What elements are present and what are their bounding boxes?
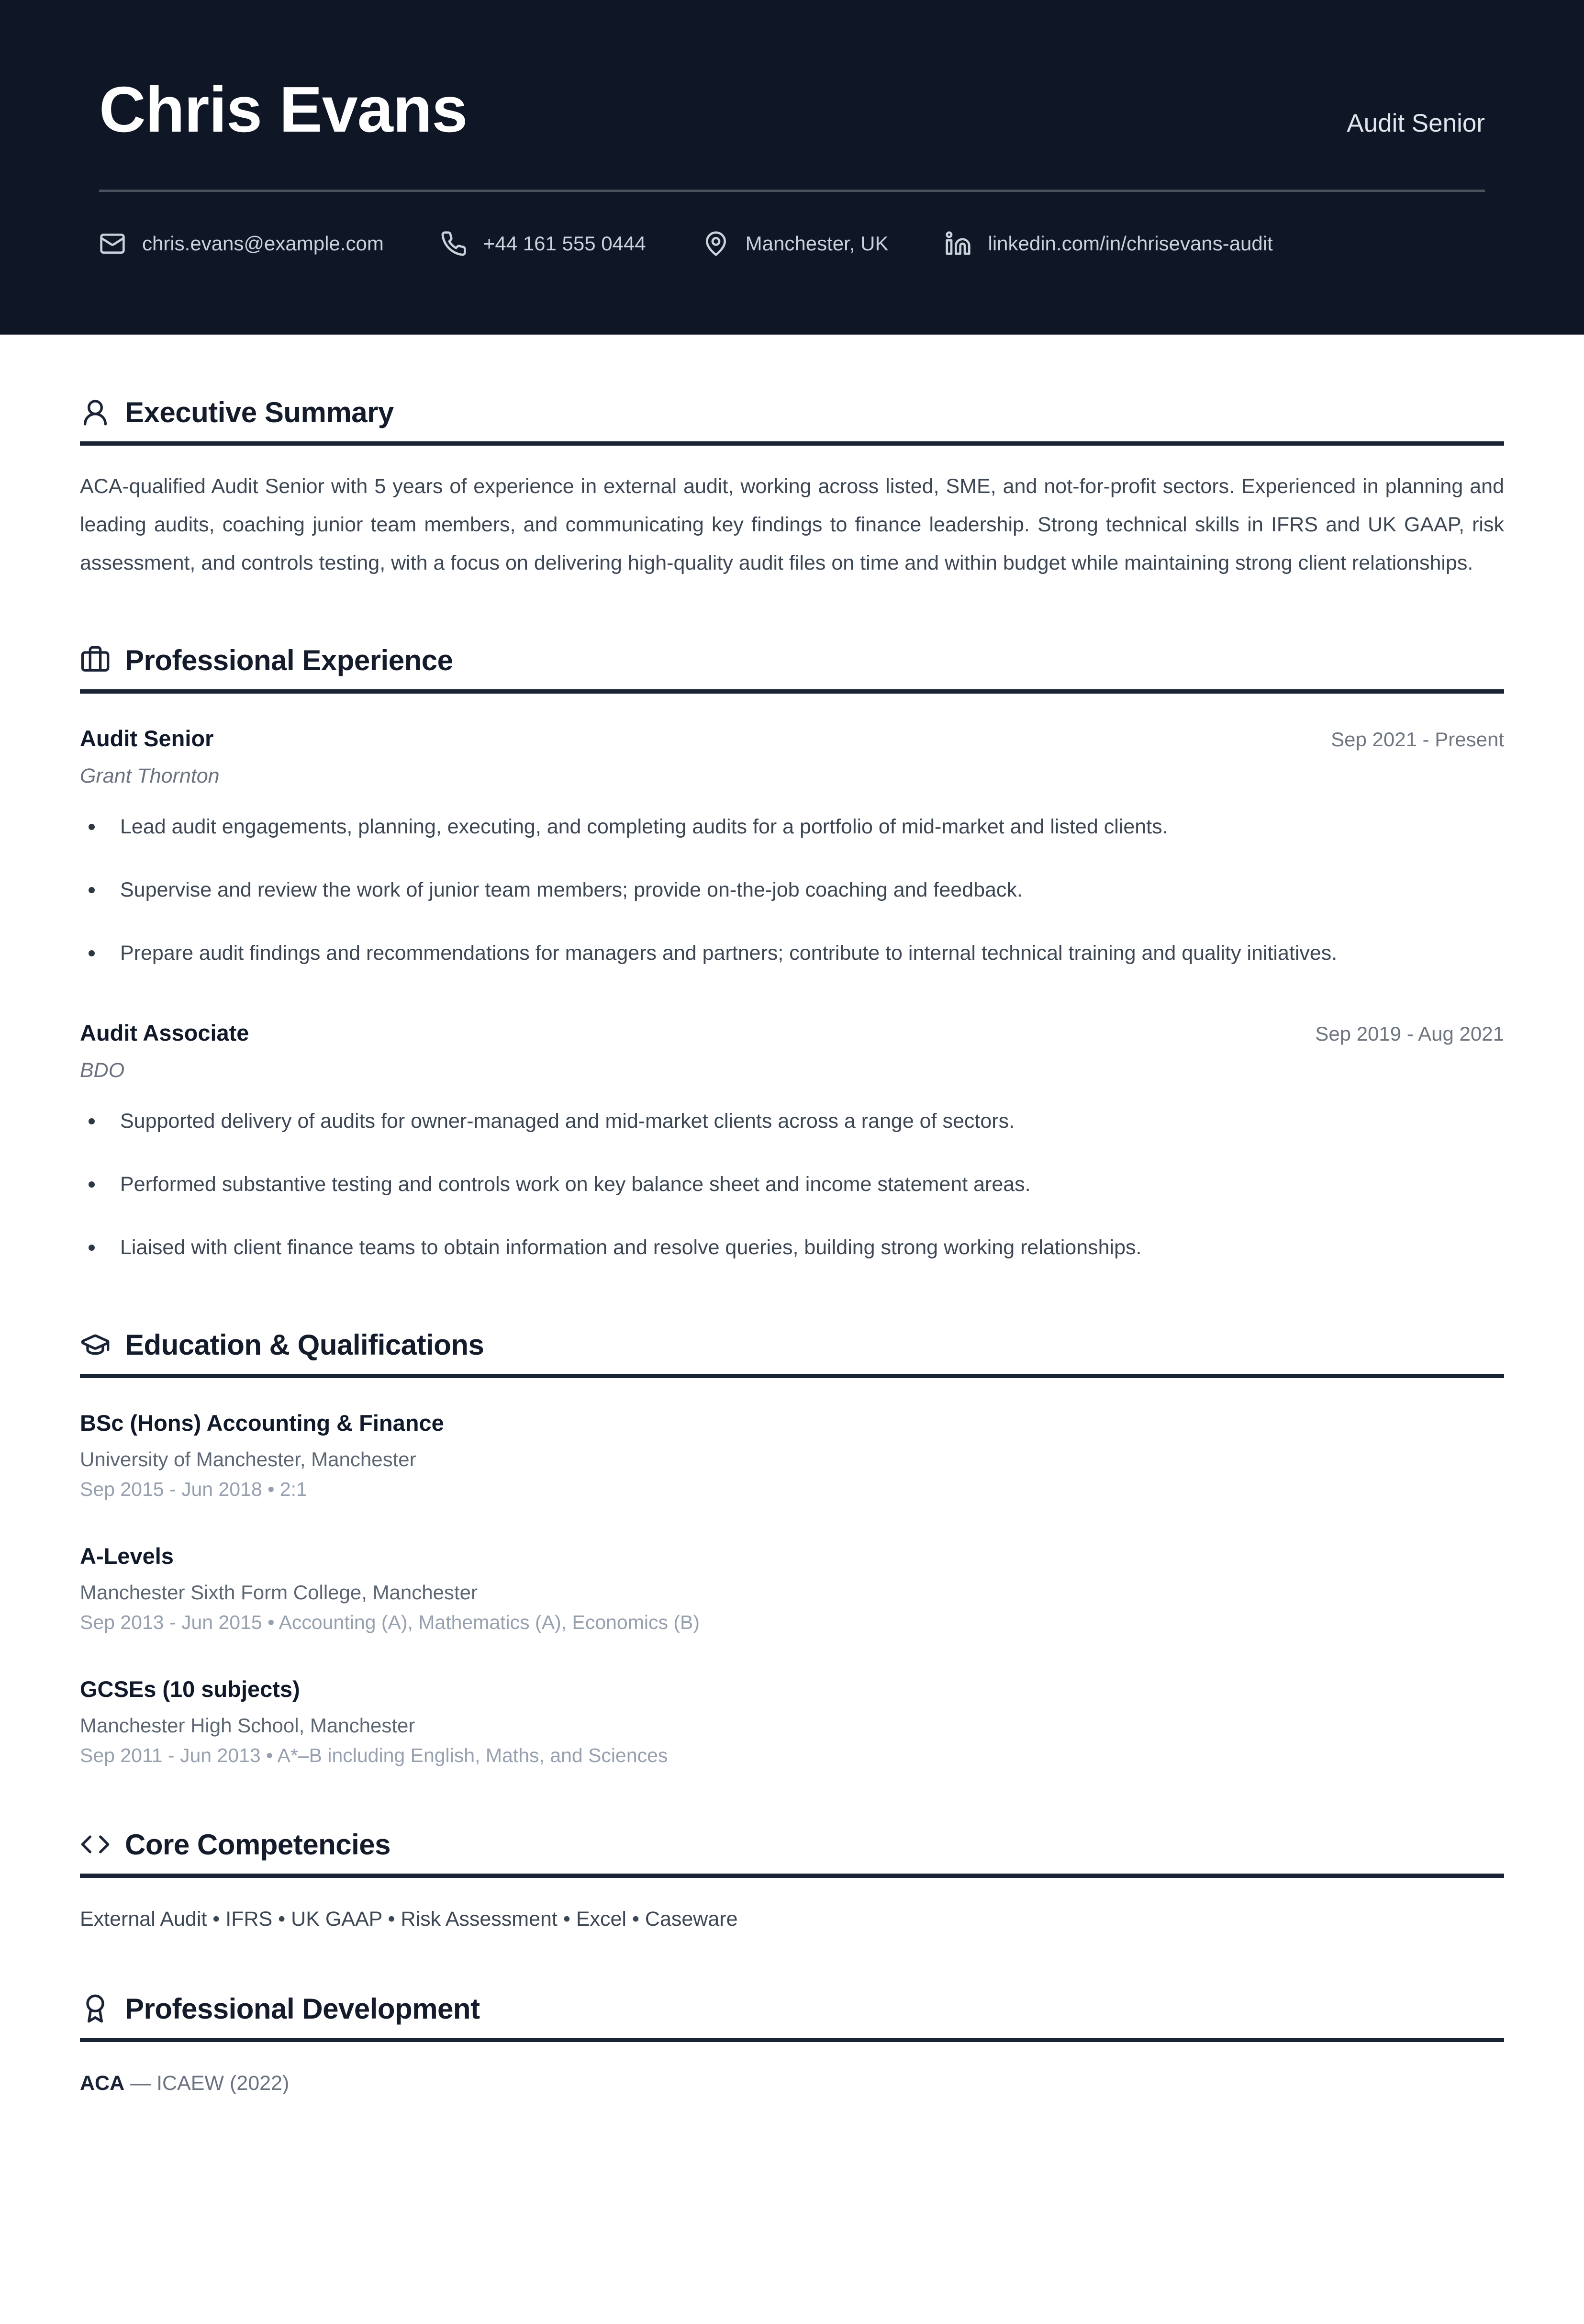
job-dates: Sep 2019 - Aug 2021 [1315, 1022, 1504, 1045]
job-bullet: Supervise and review the work of junior team members; provide on-the-job coaching and feedback. [80, 871, 1504, 909]
briefcase-icon [80, 645, 111, 675]
job-dates: Sep 2021 - Present [1331, 728, 1504, 751]
job-header-row [80, 725, 1504, 752]
job-entry [80, 725, 1504, 973]
education-details: Sep 2015 - Jun 2018 • 2:1 [80, 1478, 307, 1500]
contact-item-location [703, 230, 889, 257]
section-heading-row [80, 396, 1504, 429]
section-title: Core Competencies [125, 1828, 390, 1861]
contact-item-linkedin [945, 230, 1272, 257]
section-heading-row [80, 1828, 1504, 1861]
mail-icon [99, 230, 126, 257]
section-heading-row [80, 1328, 1504, 1361]
degree-title: A-Levels [80, 1543, 174, 1569]
section-underline [80, 689, 1504, 694]
user-icon [80, 397, 111, 428]
education-entry [80, 1543, 1504, 1634]
resume-body [0, 396, 1584, 2210]
job-bullet: Lead audit engagements, planning, executing, and completing audits for a portfolio of mid-market and listed clients. [80, 808, 1504, 846]
section-underline [80, 441, 1504, 446]
education-details: Sep 2013 - Jun 2015 • Accounting (A), Mathematics (A), Economics (B) [80, 1611, 700, 1633]
school-name: Manchester High School, Manchester [80, 1714, 415, 1737]
contact-linkedin-text: linkedin.com/in/chrisevans-audit [988, 232, 1273, 255]
person-name: Chris Evans [99, 73, 468, 146]
section-executive-summary [80, 396, 1504, 583]
education-details: Sep 2011 - Jun 2013 • A*–B including English, Maths, and Sciences [80, 1744, 668, 1766]
section-title: Professional Experience [125, 644, 453, 676]
section-professional-development [80, 1992, 1504, 2095]
contact-item-email [99, 230, 384, 257]
job-bullet-list [80, 808, 1504, 973]
section-professional-experience [80, 644, 1504, 1267]
certification-name: ACA [80, 2071, 125, 2095]
contact-email-text: chris.evans@example.com [142, 232, 384, 255]
header-divider [99, 190, 1485, 192]
education-entry [80, 1410, 1504, 1501]
graduation-cap-icon [80, 1329, 111, 1360]
section-heading-row [80, 1992, 1504, 2025]
section-heading-row [80, 644, 1504, 677]
degree-title: GCSEs (10 subjects) [80, 1676, 300, 1702]
school-name: University of Manchester, Manchester [80, 1448, 416, 1471]
section-underline [80, 1374, 1504, 1378]
contact-phone-text: +44 161 555 0444 [483, 232, 646, 255]
award-icon [80, 1993, 111, 2024]
job-bullet: Liaised with client finance teams to obtain information and resolve queries, building strong working relationships. [80, 1229, 1504, 1267]
contact-item-phone [440, 230, 646, 257]
job-header-row [80, 1020, 1504, 1046]
job-title: Audit Associate [80, 1020, 249, 1045]
job-bullet: Supported delivery of audits for owner-managed and mid-market clients across a range of sectors. [80, 1102, 1504, 1141]
job-bullet-list [80, 1102, 1504, 1267]
header-top [99, 0, 1485, 144]
competencies-list: External Audit • IFRS • UK GAAP • Risk Assessment • Excel • Caseware [80, 1907, 738, 1931]
degree-title: BSc (Hons) Accounting & Finance [80, 1410, 444, 1436]
school-name: Manchester Sixth Form College, Manchester [80, 1581, 478, 1604]
person-job-title: Audit Senior [1347, 109, 1485, 137]
summary-paragraph: ACA-qualified Audit Senior with 5 years of experience in external audit, working across listed, SME, and not-for-profit sectors. Experienced in planning and leading audits, coaching junior team members, and communicating key findings to finance leadership. Strong technical skills in IFRS and UK GAAP, risk assessment, and controls testing, with a focus on delivering high-quality audit files on time and within budget while maintaining strong client relationships. [80, 475, 1504, 574]
certification-line [80, 2072, 1504, 2095]
section-underline [80, 2038, 1504, 2042]
section-title: Executive Summary [125, 396, 394, 428]
certification-detail: — ICAEW (2022) [130, 2071, 290, 2095]
job-title: Audit Senior [80, 725, 214, 751]
section-title: Education & Qualifications [125, 1328, 484, 1361]
map-pin-icon [703, 230, 729, 257]
education-entry [80, 1676, 1504, 1767]
section-underline [80, 1874, 1504, 1878]
job-bullet: Prepare audit findings and recommendations for managers and partners; contribute to internal technical training and quality initiatives. [80, 934, 1504, 973]
job-company: Grant Thornton [80, 764, 220, 787]
job-company: BDO [80, 1058, 125, 1082]
section-education [80, 1328, 1504, 1767]
contact-location-text: Manchester, UK [745, 232, 889, 255]
section-core-competencies [80, 1828, 1504, 1931]
section-title: Professional Development [125, 1992, 480, 2025]
code-icon [80, 1829, 111, 1860]
header [0, 0, 1584, 335]
job-bullet: Performed substantive testing and controls work on key balance sheet and income statement areas. [80, 1166, 1504, 1204]
contact-row [99, 230, 1485, 257]
linkedin-icon [945, 230, 971, 257]
job-entry [80, 1020, 1504, 1267]
phone-icon [440, 230, 467, 257]
